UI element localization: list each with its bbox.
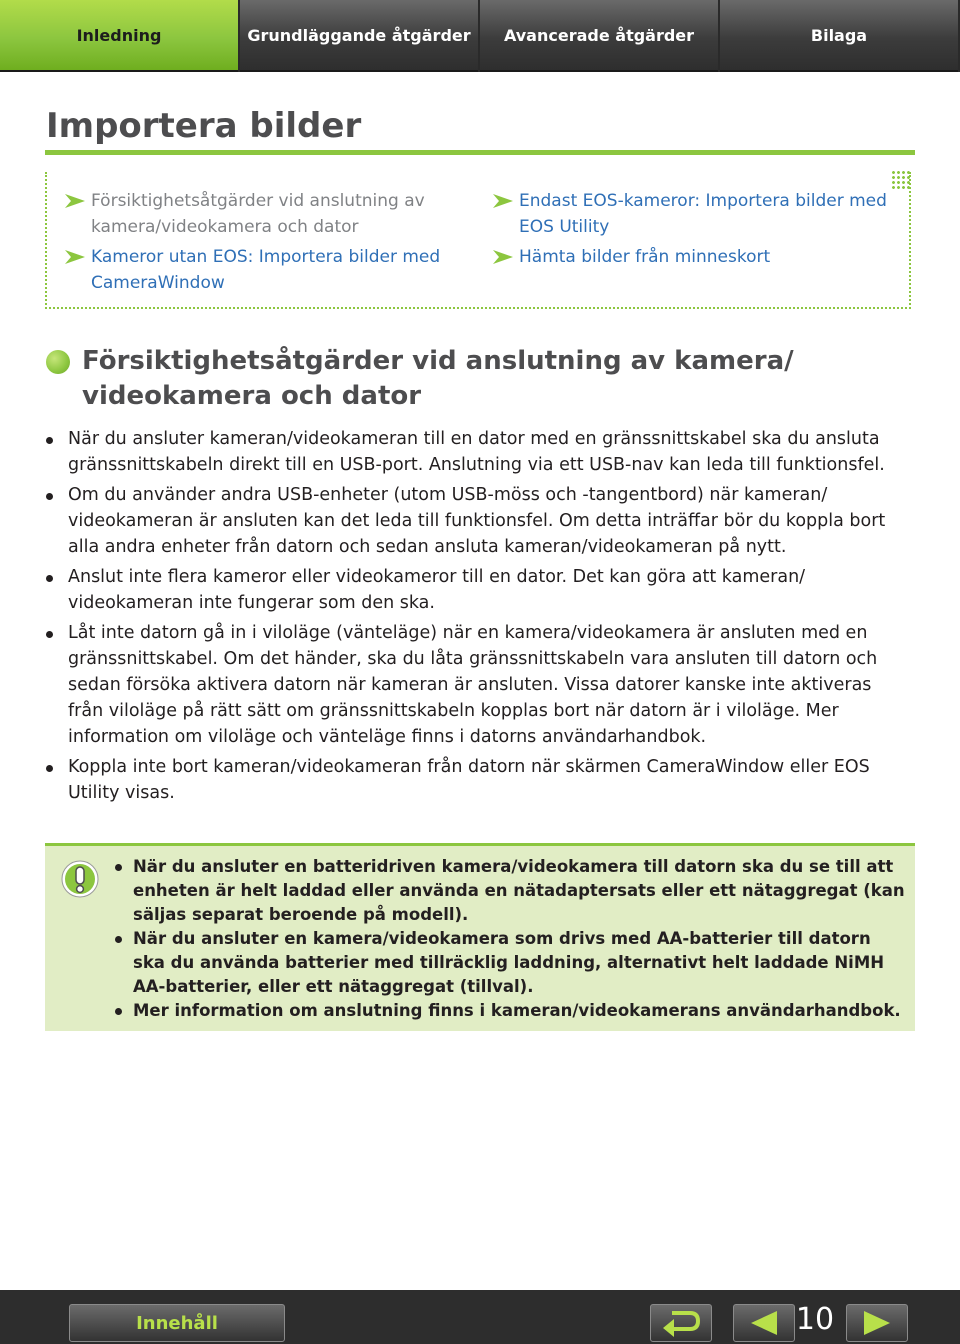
- toc-link-label: Endast EOS-kameror: Importera bilder med EOS Utility: [519, 191, 887, 237]
- caution-note-box: [45, 843, 915, 1031]
- arrow-right-icon: [65, 250, 85, 264]
- tab-bilaga[interactable]: [720, 0, 958, 72]
- title-divider: [45, 150, 915, 155]
- list-item-text: Koppla inte bort kameran/videokameran från datorn när skärmen CameraWindow eller EOS Utility visas.: [68, 757, 870, 803]
- list-item: [115, 855, 905, 927]
- tab-label: Avancerade åtgärder: [503, 25, 695, 45]
- tab-label: Bilaga: [810, 25, 868, 45]
- top-tab-bar: [0, 0, 960, 72]
- list-item-text: När du ansluter en kamera/videokamera som drivs med AA-batterier till datorn ska du använda batterier med tillräcklig laddning, alternativt helt laddade NiMH AA-batterier, eller ett nätaggregat (tillval).: [133, 929, 885, 996]
- bullet-dot: [115, 864, 122, 871]
- list-item-text: Anslut inte flera kameror eller videokameror till en dator. Det kan göra att kameran/ videokameran inte fungerar som den ska.: [68, 567, 806, 613]
- toc-link-label: Hämta bilder från minneskort: [519, 247, 771, 267]
- contents-button-label: Innehåll: [136, 1312, 218, 1334]
- caution-icon: [61, 860, 99, 898]
- caution-list: [115, 855, 905, 1023]
- toc-link-precautions[interactable]: [65, 188, 465, 240]
- section-bullet-icon: [46, 350, 70, 374]
- page-number: 10: [795, 1302, 835, 1337]
- dotted-corner-decoration: [891, 170, 911, 190]
- triangle-right-icon: [860, 1309, 894, 1337]
- list-item-text: Om du använder andra USB-enheter (utom USB-möss och -tangentbord) när kameran/ videokameran är ansluten kan det leda till funktionsfel. Om detta inträffar bör du koppla bort alla andra enheter från datorn och sedan ansluta kameran/videokameran på nytt.: [68, 485, 886, 557]
- bullet-dot: [46, 493, 53, 500]
- section-heading: [82, 344, 902, 414]
- tab-grundlaggande-atgarder[interactable]: [240, 0, 478, 72]
- return-arrow-icon: [660, 1309, 702, 1337]
- tab-avancerade-atgarder[interactable]: [480, 0, 718, 72]
- bullet-dot: [115, 1008, 122, 1015]
- contents-button[interactable]: [69, 1304, 285, 1342]
- list-item: [46, 754, 906, 806]
- toc-link-label: Försiktighetsåtgärder vid anslutning av kamera/videokamera och dator: [91, 191, 425, 237]
- page-title: Importera bilder: [46, 106, 362, 146]
- list-item: [46, 482, 906, 560]
- bullet-dot: [46, 437, 53, 444]
- list-item: [46, 426, 906, 478]
- next-page-button[interactable]: [846, 1304, 908, 1342]
- arrow-right-icon: [493, 250, 513, 264]
- bullet-dot: [46, 631, 53, 638]
- toc-column-left: [65, 188, 465, 300]
- bullet-dot: [115, 936, 122, 943]
- section-heading-line1: Försiktighetsåtgärder vid anslutning av kamera/: [82, 346, 794, 376]
- list-item: [115, 927, 905, 999]
- toc-link-camerawindow[interactable]: [65, 244, 465, 296]
- back-button[interactable]: [650, 1304, 712, 1342]
- toc-link-label: Kameror utan EOS: Importera bilder med CameraWindow: [91, 247, 441, 293]
- toc-link-memory-card[interactable]: [493, 244, 893, 270]
- bullet-dot: [46, 575, 53, 582]
- precaution-list: [46, 426, 906, 810]
- list-item: [46, 564, 906, 616]
- toc-link-eos-utility[interactable]: [493, 188, 893, 240]
- bullet-dot: [46, 765, 53, 772]
- tab-label: Grundläggande åtgärder: [247, 25, 471, 45]
- tab-inledning[interactable]: [0, 0, 238, 72]
- list-item-text: När du ansluter kameran/videokameran till en dator med en gränssnittskabel ska du ansluta gränssnittskabeln direkt till en USB-port. Anslutning via ett USB-nav kan leda till funktionsfel.: [68, 429, 885, 475]
- triangle-left-icon: [747, 1309, 781, 1337]
- toc-column-right: [493, 188, 893, 274]
- footer-bar: [0, 1290, 960, 1344]
- arrow-right-icon: [493, 194, 513, 208]
- list-item-text: Låt inte datorn gå in i viloläge (vänteläge) när en kamera/videokamera är ansluten med en gränssnittskabel. Om det händer, ska du låta gränssnittskabeln vara ansluten till datorn och sedan försöka aktivera datorn när kameran är ansluten. Vissa datorer kanske inte aktiveras från viloläge på rätt sätt om gränssnittskabeln kopplas bort när datorn är i viloläge. Mer information om viloläge och vänteläge finns i datorns användarhandbok.: [68, 623, 878, 747]
- list-item: [46, 620, 906, 750]
- list-item-text: När du ansluter en batteridriven kamera/videokamera till datorn ska du se till att enheten är helt laddad eller använda en nätadaptersats eller ett nätaggregat (kan säljas separat beroende på modell).: [133, 857, 905, 924]
- previous-page-button[interactable]: [733, 1304, 795, 1342]
- tab-label: Inledning: [76, 25, 162, 45]
- section-heading-line2: videokamera och dator: [82, 381, 422, 411]
- list-item-text: Mer information om anslutning finns i kameran/videokamerans användarhandbok.: [133, 1001, 901, 1020]
- list-item: [115, 999, 905, 1023]
- toc-box: [45, 172, 911, 309]
- arrow-right-icon: [65, 194, 85, 208]
